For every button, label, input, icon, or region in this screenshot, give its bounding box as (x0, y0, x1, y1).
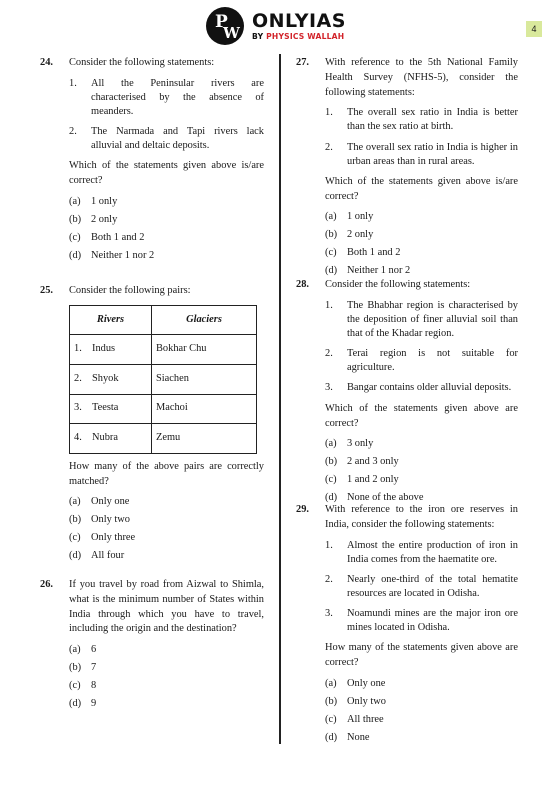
option-label: (c) (69, 231, 81, 243)
statement-number: 2. (325, 573, 333, 585)
option-text: 1 and 2 only (347, 474, 399, 486)
statement-text: Bangar contains older alluvial deposits. (347, 382, 512, 394)
option-label: (b) (325, 456, 338, 468)
option-label: (a) (325, 438, 337, 450)
statement-text: Terai region is not suitable for agriculture. (347, 348, 518, 374)
options-list (325, 208, 518, 280)
option-label: (a) (325, 677, 337, 689)
question-ask: How many of the statements given above are correct? (325, 642, 518, 669)
table-row (70, 394, 257, 424)
statement-number: 2. (325, 141, 333, 153)
option-text: All three (347, 713, 384, 725)
statement-number: 1. (325, 539, 333, 551)
logo-letter-w: W (223, 24, 240, 42)
river-cell (70, 335, 152, 365)
option-c[interactable] (69, 677, 264, 695)
option-a[interactable] (325, 436, 518, 454)
option-label: (a) (69, 495, 81, 507)
row-number: 2. (74, 372, 82, 384)
option-text: 2 only (91, 213, 118, 225)
question-27 (296, 56, 518, 280)
statement-number: 1. (325, 299, 333, 311)
question-ask: Which of the statements given above are correct? (325, 403, 518, 429)
statement-text: The overall sex ratio in India is higher in urban areas than in rural areas. (347, 141, 518, 167)
statement-text: The Narmada and Tapi rivers lack alluvial and deltaic deposits. (91, 126, 264, 152)
options-list (325, 675, 518, 747)
option-b[interactable] (325, 226, 518, 244)
brand-name: ONLYIAS (252, 9, 346, 32)
question-number: 25. (40, 285, 53, 296)
question-28 (296, 278, 518, 508)
option-a[interactable] (69, 193, 264, 211)
question-number: 28. (296, 279, 309, 290)
river-cell (70, 394, 152, 424)
question-text: With reference to the 5th National Family Health Survey (NFHS-5), consider the following statements: (325, 57, 518, 98)
option-d[interactable] (69, 247, 264, 265)
pairs-table (69, 305, 257, 454)
option-d[interactable] (325, 729, 518, 747)
table-row (70, 335, 257, 365)
column-header-rivers: Rivers (70, 305, 152, 335)
option-text: 3 only (347, 438, 374, 450)
option-b[interactable] (69, 211, 264, 229)
option-text: All four (91, 549, 125, 561)
option-c[interactable] (69, 529, 264, 547)
row-number: 1. (74, 343, 82, 355)
option-b[interactable] (325, 454, 518, 472)
question-number: 24. (40, 57, 53, 68)
option-c[interactable] (325, 711, 518, 729)
row-number: 4. (74, 432, 82, 444)
question-26 (40, 578, 264, 713)
brand-by: BY (252, 31, 267, 41)
option-label: (d) (69, 697, 82, 709)
option-text: Only one (91, 495, 130, 507)
option-label: (d) (325, 492, 338, 504)
row-number: 3. (74, 402, 82, 414)
statement-text: Nearly one-third of the total hematite resources are located in Odisha. (347, 573, 518, 599)
statement-text: The overall sex ratio in India is better than the sex ratio at birth. (347, 107, 518, 133)
option-label: (a) (325, 211, 337, 222)
option-c[interactable] (69, 229, 264, 247)
logo-letter-p: P (215, 12, 228, 32)
question-number: 27. (296, 57, 309, 68)
option-text: 8 (91, 679, 97, 691)
river-name: Nubra (92, 432, 118, 444)
options-list (69, 641, 264, 713)
option-label: (b) (69, 513, 82, 525)
page-header (206, 6, 346, 46)
option-c[interactable] (325, 244, 518, 262)
options-list (325, 436, 518, 508)
option-label: (b) (325, 695, 338, 707)
glacier-cell: Siachen (152, 364, 257, 394)
question-text: With reference to the iron ore reserves in India, consider the following statements: (325, 504, 518, 530)
option-label: (d) (69, 249, 82, 261)
option-a[interactable] (325, 208, 518, 226)
table-header-row (70, 305, 257, 335)
option-a[interactable] (69, 493, 264, 511)
option-label: (d) (325, 731, 338, 743)
option-d[interactable] (69, 695, 264, 713)
column-header-glaciers: Glaciers (152, 305, 257, 335)
option-text: Only two (91, 513, 130, 525)
option-label: (a) (69, 195, 81, 207)
river-name: Shyok (92, 372, 119, 384)
option-label: (d) (69, 549, 82, 561)
statement (325, 573, 518, 601)
question-ask: How many of the above pairs are correctly matched? (69, 460, 264, 487)
options-list (69, 493, 264, 565)
options-list (69, 193, 264, 265)
option-label: (c) (69, 531, 81, 543)
question-text: Consider the following statements: (69, 57, 215, 68)
option-text: Neither 1 nor 2 (91, 249, 155, 261)
statement (69, 77, 264, 119)
statement-number: 2. (69, 126, 77, 138)
river-name: Teesta (92, 402, 119, 414)
question-number: 29. (296, 504, 309, 515)
statement (325, 607, 518, 635)
brand-subtitle (252, 33, 346, 41)
option-label: (c) (69, 679, 81, 691)
question-ask: Which of the statements given above is/are correct? (325, 175, 518, 202)
option-text: Neither 1 nor 2 (347, 265, 411, 276)
option-b[interactable] (69, 659, 264, 677)
brand-wordmark (252, 9, 346, 41)
option-d[interactable] (69, 547, 264, 565)
pw-logo (206, 7, 244, 45)
option-label: (b) (69, 213, 82, 225)
option-b[interactable] (325, 693, 518, 711)
question-text: Consider the following pairs: (69, 285, 191, 296)
column-divider (279, 54, 281, 744)
question-number: 26. (40, 579, 53, 590)
river-cell (70, 424, 152, 454)
statement-text: All the Peninsular rivers are characterised by the absence of meanders. (91, 77, 264, 118)
statement-number: 2. (325, 348, 333, 360)
question-25 (40, 284, 264, 565)
option-text: 9 (91, 697, 97, 709)
statement (325, 106, 518, 134)
option-b[interactable] (69, 511, 264, 529)
statement (325, 539, 518, 567)
option-a[interactable] (325, 675, 518, 693)
option-text: Both 1 and 2 (91, 231, 145, 243)
option-text: None (347, 731, 370, 743)
glacier-cell: Machoi (152, 394, 257, 424)
option-text: 7 (91, 661, 97, 673)
glacier-cell: Bokhar Chu (152, 335, 257, 365)
table-row (70, 424, 257, 454)
statement-number: 3. (325, 608, 333, 620)
glacier-cell: Zemu (152, 424, 257, 454)
question-text: If you travel by road from Aizwal to Shimla, what is the minimum number of States within India through which you have to travel, including the origin and the destination? (69, 579, 264, 635)
option-a[interactable] (69, 641, 264, 659)
statement (325, 141, 518, 169)
statement-number: 1. (325, 107, 333, 119)
statement (325, 381, 518, 396)
statement-text: Noamundi mines are the major iron ore mines located in Odisha. (347, 608, 518, 634)
option-text: Both 1 and 2 (347, 247, 401, 258)
option-label: (c) (325, 474, 337, 486)
option-text: 6 (91, 643, 97, 655)
brand-physics-wallah: PHYSICS WALLAH (266, 31, 345, 41)
option-text: Only two (347, 695, 386, 707)
option-label: (b) (69, 661, 82, 673)
question-ask: Which of the statements given above is/are correct? (69, 160, 264, 187)
option-text: 2 and 3 only (347, 456, 399, 468)
statement-text: The Bhabhar region is characterised by the deposition of finer alluvial soil than that of the Khadar region. (347, 299, 518, 340)
option-text: 1 only (91, 195, 118, 207)
option-label: (c) (325, 247, 337, 258)
table-row (70, 364, 257, 394)
statement-text: Almost the entire production of iron in India comes from the haematite ore. (347, 539, 518, 565)
question-text: Consider the following statements: (325, 279, 471, 290)
river-name: Indus (92, 343, 116, 355)
option-label: (a) (69, 643, 81, 655)
statement (325, 299, 518, 341)
statement (325, 347, 518, 375)
option-text: 2 only (347, 229, 374, 240)
question-24 (40, 56, 264, 265)
option-text: Only three (91, 531, 136, 543)
option-c[interactable] (325, 472, 518, 490)
statement (69, 125, 264, 153)
option-label: (c) (325, 713, 337, 725)
option-text: Only one (347, 677, 386, 689)
option-text: None of the above (347, 492, 424, 504)
option-label: (b) (325, 229, 338, 240)
page-number-badge: 4 (526, 21, 542, 37)
statement-number: 1. (69, 77, 77, 89)
river-cell (70, 364, 152, 394)
option-label: (d) (325, 265, 338, 276)
statement-number: 3. (325, 382, 333, 394)
option-text: 1 only (347, 211, 374, 222)
question-29 (296, 503, 518, 747)
